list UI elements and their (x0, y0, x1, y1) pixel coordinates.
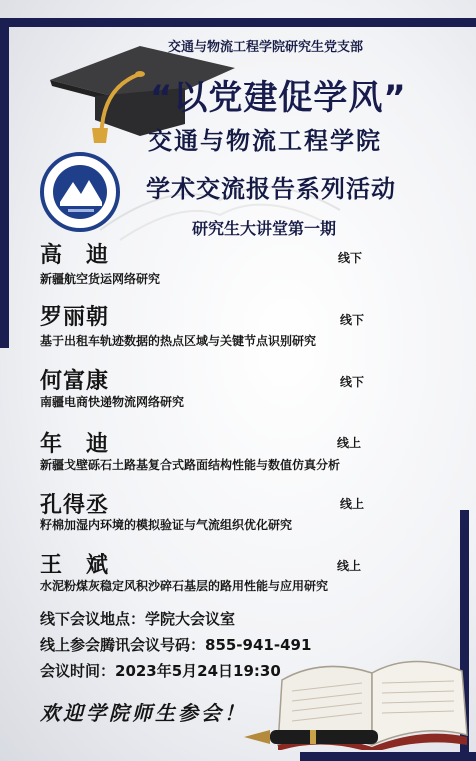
lecture-subtitle: 研究生大讲堂第一期 (192, 219, 337, 238)
meeting-time: 会议时间：2023年5月24日19:30 (40, 662, 281, 680)
speaker-name: 王 斌 (40, 553, 110, 578)
welcome-text: 欢迎学院师生参会！ (40, 701, 247, 725)
speaker-name: 高 迪 (40, 243, 110, 268)
speaker-name: 罗丽朝 (40, 305, 110, 330)
speaker-topic: 籽棉加湿内环境的模拟验证与气流组织优化研究 (40, 518, 293, 532)
speaker-topic: 南疆电商快递物流网络研究 (40, 395, 185, 409)
organizer-text: 交通与物流工程学院研究生党支部 (168, 40, 364, 55)
speaker-name: 何富康 (40, 369, 110, 394)
frame-bottom-bar (300, 752, 476, 761)
speaker-mode: 线上 (337, 436, 362, 450)
speaker-topic: 基于出租车轨迹数据的热点区域与关键节点识别研究 (40, 334, 317, 348)
speaker-name: 孔得丞 (40, 493, 110, 518)
speaker-mode: 线上 (340, 497, 365, 511)
speaker-mode: 线下 (340, 375, 365, 389)
school-name: 交通与物流工程学院 (148, 127, 382, 155)
school-logo-icon (40, 152, 120, 232)
speaker-topic: 新疆航空货运网络研究 (40, 272, 161, 286)
speaker-topic: 水泥粉煤灰稳定风积沙碎石基层的路用性能与应用研究 (40, 579, 329, 593)
slogan-title: “以党建促学风” (150, 78, 407, 118)
pen-decoration (240, 724, 390, 750)
online-meeting-number: 线上参会腾讯会议号码：855-941-491 (40, 636, 312, 654)
speaker-mode: 线上 (337, 559, 362, 573)
activity-title: 学术交流报告系列活动 (146, 175, 396, 203)
speaker-mode: 线下 (340, 313, 365, 327)
speaker-topic: 新疆戈壁砾石土路基复合式路面结构性能与数值仿真分析 (40, 458, 341, 472)
frame-top-bar (0, 18, 476, 27)
speaker-mode: 线下 (338, 251, 363, 265)
offline-location: 线下会议地点：学院大会议室 (40, 610, 236, 628)
speaker-name: 年 迪 (40, 432, 110, 457)
frame-left-bar (0, 18, 9, 348)
